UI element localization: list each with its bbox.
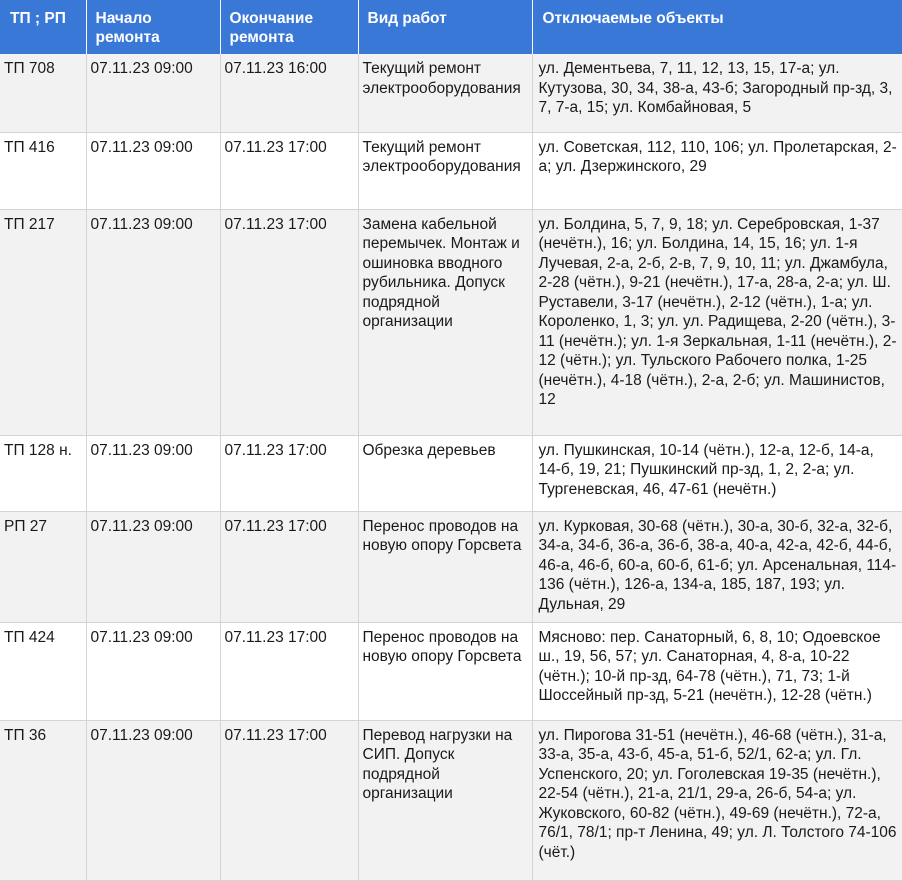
table-row <box>0 720 902 880</box>
cell-objects: ул. Пушкинская, 10-14 (чётн.), 12-а, 12-б, 14-а, 14-б, 19, 21; Пушкинский пр-зд, 1, 2, 2-а; ул. Тургеневская, 46, 47-61 (нечётн.) <box>532 435 902 511</box>
cell-objects: Мясново: пер. Санаторный, 6, 8, 10; Одоевское ш., 19, 56, 57; ул. Санаторная, 4, 8-а, 10-22 (чётн.); 10-й пр-зд, 64-78 (чётн.), 71, 73; 1-й Шоссейный пр-зд, 5-21 (нечётн.), 12-28 (чётн.) <box>532 622 902 720</box>
cell-tp: ТП 708 <box>0 54 86 132</box>
cell-work-type: Замена кабельной перемычек. Монтаж и ошиновка вводного рубильника. Допуск подрядной организации <box>358 209 532 435</box>
cell-work-type: Текущий ремонт электрооборудования <box>358 132 532 209</box>
table-header <box>0 0 902 54</box>
cell-objects: ул. Курковая, 30-68 (чётн.), 30-а, 30-б, 32-а, 32-б, 34-а, 34-б, 36-а, 36-б, 38-а, 40-а, 42-а, 42-б, 44-б, 46-а, 46-б, 60-а, 60-б, 61-б; ул. Арсенальная, 114-136 (чётн.), 126-а, 134-а, 185, 187, 193; ул. Дульная, 29 <box>532 511 902 622</box>
cell-end: 07.11.23 17:00 <box>220 132 358 209</box>
cell-start: 07.11.23 09:00 <box>86 209 220 435</box>
header-end: Окончание ремонта <box>220 0 358 54</box>
cell-start: 07.11.23 09:00 <box>86 435 220 511</box>
cell-end: 07.11.23 16:00 <box>220 54 358 132</box>
header-start: Начало ремонта <box>86 0 220 54</box>
table-body <box>0 54 902 880</box>
cell-objects: ул. Советская, 112, 110, 106; ул. Пролетарская, 2-а; ул. Дзержинского, 29 <box>532 132 902 209</box>
table-row <box>0 435 902 511</box>
cell-tp: ТП 128 н. <box>0 435 86 511</box>
cell-tp: ТП 424 <box>0 622 86 720</box>
cell-objects: ул. Болдина, 5, 7, 9, 18; ул. Серебровская, 1-37 (нечётн.), 16; ул. Болдина, 14, 15, 16; ул. 1-я Лучевая, 2-а, 2-б, 2-в, 7, 9, 10, 11; ул. Джамбула, 2-28 (чётн.), 9-21 (нечётн.), 17-а, 28-а, 2-а; ул. Ш. Руставели, 3-17 (нечётн.), 2-12 (чётн.), 1-а; ул. Короленко, 1, 3; ул. ул. Радищева, 2-20 (чётн.), 3-11 (нечётн.); ул. 1-я Зеркальная, 1-11 (нечётн.), 2-12 (чётн.); ул. Тульского Рабочего полка, 1-25 (нечётн.), 4-18 (чётн.), 2-а, 2-б; ул. Машинистов, 12 <box>532 209 902 435</box>
cell-start: 07.11.23 09:00 <box>86 622 220 720</box>
table-row <box>0 622 902 720</box>
cell-work-type: Перенос проводов на новую опору Горсвета <box>358 511 532 622</box>
cell-work-type: Текущий ремонт электрооборудования <box>358 54 532 132</box>
header-row <box>0 0 902 54</box>
table-row <box>0 209 902 435</box>
cell-start: 07.11.23 09:00 <box>86 720 220 880</box>
cell-start: 07.11.23 09:00 <box>86 511 220 622</box>
header-work-type: Вид работ <box>358 0 532 54</box>
cell-objects: ул. Пирогова 31-51 (нечётн.), 46-68 (чётн.), 31-а, 33-а, 35-а, 43-б, 45-а, 51-б, 52/1, 62-а; ул. Гл. Успенского, 20; ул. Гоголевская 19-35 (нечётн.), 22-54 (чётн.), 21-а, 21/1, 29-а, 26-б, 54-а; ул. Жуковского, 60-82 (чётн.), 49-69 (нечётн.), 72-а, 76/1, 78/1; пр-т Ленина, 49; ул. Л. Толстого 74-106 (чёт.) <box>532 720 902 880</box>
cell-end: 07.11.23 17:00 <box>220 622 358 720</box>
cell-work-type: Перевод нагрузки на СИП. Допуск подрядной организации <box>358 720 532 880</box>
cell-end: 07.11.23 17:00 <box>220 435 358 511</box>
header-objects: Отключаемые объекты <box>532 0 902 54</box>
cell-work-type: Обрезка деревьев <box>358 435 532 511</box>
cell-objects: ул. Дементьева, 7, 11, 12, 13, 15, 17-а; ул. Кутузова, 30, 34, 38-а, 43-б; Загородный пр-зд, 3, 7, 7-а, 15; ул. Комбайновая, 5 <box>532 54 902 132</box>
header-tp: ТП ; РП <box>0 0 86 54</box>
cell-tp: ТП 416 <box>0 132 86 209</box>
table-row <box>0 132 902 209</box>
table-row <box>0 54 902 132</box>
cell-start: 07.11.23 09:00 <box>86 54 220 132</box>
cell-tp: ТП 36 <box>0 720 86 880</box>
table-row <box>0 511 902 622</box>
cell-end: 07.11.23 17:00 <box>220 209 358 435</box>
cell-end: 07.11.23 17:00 <box>220 720 358 880</box>
cell-start: 07.11.23 09:00 <box>86 132 220 209</box>
cell-tp: ТП 217 <box>0 209 86 435</box>
cell-tp: РП 27 <box>0 511 86 622</box>
cell-work-type: Перенос проводов на новую опору Горсвета <box>358 622 532 720</box>
cell-end: 07.11.23 17:00 <box>220 511 358 622</box>
